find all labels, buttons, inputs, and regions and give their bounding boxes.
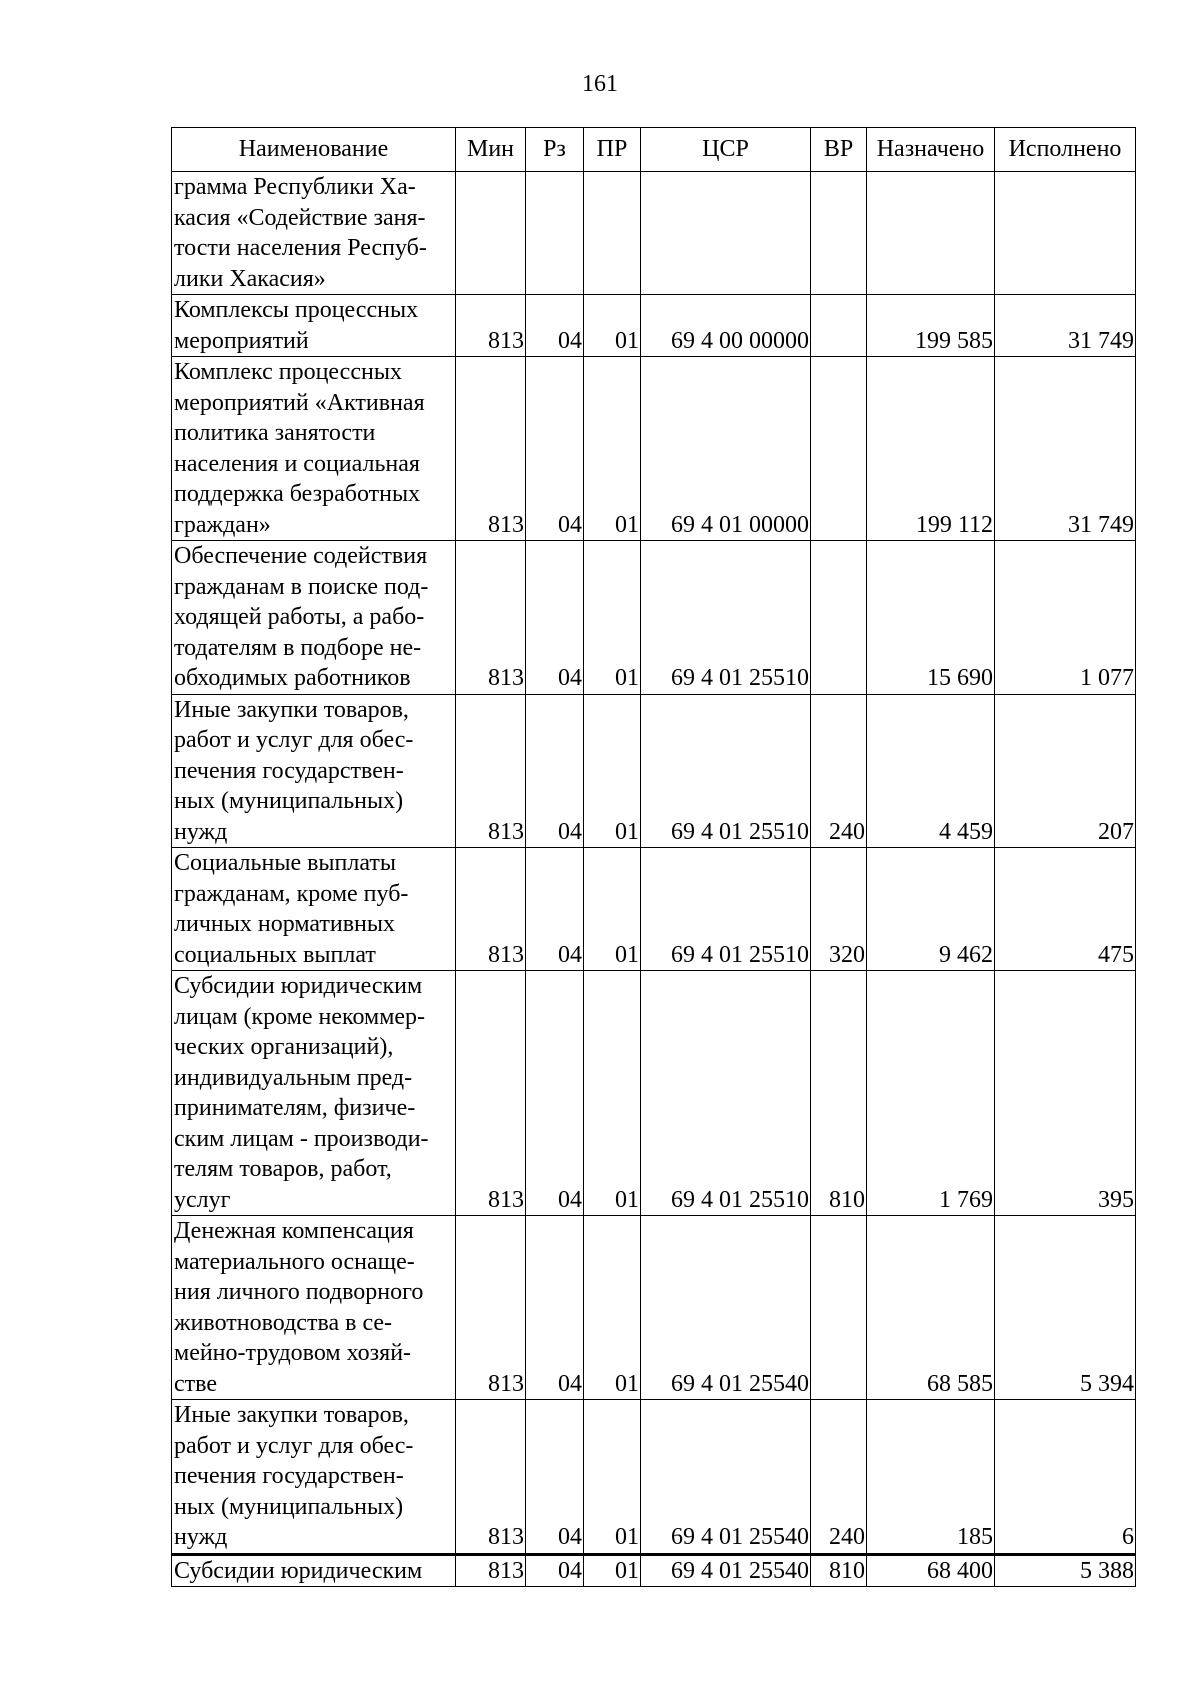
row-name-line: Социальные выплаты xyxy=(174,850,397,876)
row-name-line: поддержка безработных xyxy=(174,481,421,507)
row-min-cell: 813 xyxy=(456,357,526,541)
row-name-line: лицам (кроме некоммер- xyxy=(174,1003,426,1030)
row-pr-cell: 01 xyxy=(584,971,641,1216)
row-vr-cell xyxy=(811,1216,867,1400)
table-row xyxy=(172,848,1136,971)
row-min-cell: 813 xyxy=(456,1216,526,1400)
row-vr-cell: 240 xyxy=(811,1400,867,1555)
table-row xyxy=(172,172,1136,295)
row-name-cell xyxy=(172,541,456,695)
table-row xyxy=(172,1400,1136,1555)
row-executed-cell: 5 388 xyxy=(995,1554,1136,1587)
row-name-cell xyxy=(172,1216,456,1400)
row-assigned-cell: 68 585 xyxy=(867,1216,995,1400)
row-min-cell: 813 xyxy=(456,1554,526,1587)
row-name-line: услуг xyxy=(174,1186,231,1213)
table-row xyxy=(172,1216,1136,1400)
row-pr-cell xyxy=(584,172,641,295)
row-csr-cell: 69 4 01 00000 xyxy=(641,357,811,541)
row-name-cell xyxy=(172,971,456,1216)
row-pr-cell: 01 xyxy=(584,1400,641,1555)
row-vr-cell: 320 xyxy=(811,848,867,971)
header-executed: Исполнено xyxy=(995,128,1136,172)
row-name-line: тости населения Респуб- xyxy=(174,235,427,261)
row-assigned-cell: 1 769 xyxy=(867,971,995,1216)
row-name-line: тодателям в подборе не- xyxy=(174,634,422,661)
row-executed-cell: 207 xyxy=(995,694,1136,848)
row-name-cell xyxy=(172,172,456,295)
row-executed-cell: 5 394 xyxy=(995,1216,1136,1400)
row-executed-cell: 395 xyxy=(995,971,1136,1216)
row-name-line: мероприятий «Активная xyxy=(174,389,425,416)
row-csr-cell: 69 4 01 25510 xyxy=(641,541,811,695)
row-csr-cell: 69 4 01 25510 xyxy=(641,848,811,971)
table-row xyxy=(172,1554,1136,1587)
row-csr-cell: 69 4 01 25540 xyxy=(641,1554,811,1587)
row-name-line: животноводства в се- xyxy=(174,1309,393,1336)
row-min-cell: 813 xyxy=(456,971,526,1216)
row-name-line: ским лицам - производи- xyxy=(174,1125,429,1152)
row-vr-cell xyxy=(811,172,867,295)
row-rz-cell: 04 xyxy=(526,971,584,1216)
row-name-line: ходящей работы, а рабо- xyxy=(174,604,425,630)
row-name-line: нужд xyxy=(174,1524,228,1550)
row-name-cell xyxy=(172,1400,456,1555)
row-name-cell xyxy=(172,357,456,541)
row-name-line: граждан» xyxy=(174,511,271,538)
row-assigned-cell: 4 459 xyxy=(867,694,995,848)
table-row xyxy=(172,971,1136,1216)
row-pr-cell: 01 xyxy=(584,848,641,971)
row-executed-cell xyxy=(995,172,1136,295)
row-executed-cell: 1 077 xyxy=(995,541,1136,695)
row-rz-cell: 04 xyxy=(526,694,584,848)
row-min-cell: 813 xyxy=(456,295,526,357)
row-assigned-cell: 199 585 xyxy=(867,295,995,357)
row-assigned-cell: 15 690 xyxy=(867,541,995,695)
row-name-line: нужд xyxy=(174,818,228,845)
row-name-line: ния личного подворного xyxy=(174,1279,424,1305)
row-name-line: населения и социальная xyxy=(174,450,420,477)
row-rz-cell: 04 xyxy=(526,1400,584,1555)
row-vr-cell xyxy=(811,541,867,695)
row-name-cell xyxy=(172,848,456,971)
row-name-line: Субсидии юридическим xyxy=(174,973,423,999)
table-row xyxy=(172,295,1136,357)
row-name-line: гражданам в поиске под- xyxy=(174,573,429,600)
table-body xyxy=(172,172,1136,1587)
row-pr-cell: 01 xyxy=(584,357,641,541)
table-header-row xyxy=(172,128,1136,172)
row-pr-cell: 01 xyxy=(584,541,641,695)
row-csr-cell xyxy=(641,172,811,295)
row-executed-cell: 475 xyxy=(995,848,1136,971)
page-number: 161 xyxy=(582,71,618,97)
header-pr: ПР xyxy=(584,128,641,172)
row-name-line: обходимых работников xyxy=(174,665,411,691)
row-rz-cell: 04 xyxy=(526,1216,584,1400)
row-name-line: мейно-трудовом хозяй- xyxy=(174,1340,412,1366)
row-name-line: Иные закупки товаров, xyxy=(174,696,409,723)
budget-table xyxy=(171,127,1136,1587)
row-rz-cell: 04 xyxy=(526,541,584,695)
row-name-line: работ и услуг для обес- xyxy=(174,1432,414,1459)
table-row xyxy=(172,541,1136,695)
row-min-cell: 813 xyxy=(456,694,526,848)
row-name-line: касия «Содействие заня- xyxy=(174,204,426,231)
row-rz-cell xyxy=(526,172,584,295)
row-name-line: Иные закупки товаров, xyxy=(174,1402,409,1428)
row-name-line: принимателям, физиче- xyxy=(174,1095,416,1121)
row-pr-cell: 01 xyxy=(584,694,641,848)
row-name-line: лики Хакасия» xyxy=(174,265,326,292)
row-vr-cell: 240 xyxy=(811,694,867,848)
row-executed-cell: 31 749 xyxy=(995,295,1136,357)
row-assigned-cell xyxy=(867,172,995,295)
row-name-line: гражданам, кроме пуб- xyxy=(174,880,409,907)
row-rz-cell: 04 xyxy=(526,1554,584,1587)
row-executed-cell: 6 xyxy=(995,1400,1136,1555)
row-name-cell xyxy=(172,694,456,848)
row-name-line: ных (муниципальных) xyxy=(174,788,404,814)
row-rz-cell: 04 xyxy=(526,357,584,541)
row-pr-cell: 01 xyxy=(584,1554,641,1587)
row-name-line: Обеспечение содействия xyxy=(174,543,428,569)
row-min-cell: 813 xyxy=(456,541,526,695)
row-min-cell: 813 xyxy=(456,848,526,971)
table-row xyxy=(172,357,1136,541)
row-assigned-cell: 185 xyxy=(867,1400,995,1555)
row-name-line: мероприятий xyxy=(174,327,309,354)
row-name-line: печения государствен- xyxy=(174,1463,404,1489)
row-name-line: Комплекс процессных xyxy=(174,359,402,385)
row-csr-cell: 69 4 00 00000 xyxy=(641,295,811,357)
row-min-cell: 813 xyxy=(456,1400,526,1555)
header-name: Наименование xyxy=(172,128,456,172)
row-vr-cell xyxy=(811,357,867,541)
row-name-line: стве xyxy=(174,1370,217,1397)
row-csr-cell: 69 4 01 25540 xyxy=(641,1216,811,1400)
row-name-line: телям товаров, работ, xyxy=(174,1156,392,1182)
row-assigned-cell: 9 462 xyxy=(867,848,995,971)
header-assigned: Назначено xyxy=(867,128,995,172)
row-pr-cell: 01 xyxy=(584,1216,641,1400)
row-name-line: материального оснаще- xyxy=(174,1248,415,1275)
row-assigned-cell: 68 400 xyxy=(867,1554,995,1587)
row-name-line: ческих организаций), xyxy=(174,1034,394,1060)
row-name-line: индивидуальным пред- xyxy=(174,1064,413,1091)
header-rz: Рз xyxy=(526,128,584,172)
row-min-cell xyxy=(456,172,526,295)
header-vr: ВР xyxy=(811,128,867,172)
row-name-line: печения государствен- xyxy=(174,757,404,784)
row-assigned-cell: 199 112 xyxy=(867,357,995,541)
row-name-line: грамма Республики Ха- xyxy=(174,174,416,200)
row-csr-cell: 69 4 01 25540 xyxy=(641,1400,811,1555)
row-name-line: ных (муниципальных) xyxy=(174,1493,404,1520)
row-executed-cell: 31 749 xyxy=(995,357,1136,541)
row-name-line: Денежная компенсация xyxy=(174,1218,414,1244)
row-name-line: Комплексы процессных xyxy=(174,297,419,323)
row-csr-cell: 69 4 01 25510 xyxy=(641,971,811,1216)
row-name-cell xyxy=(172,1554,456,1587)
row-vr-cell xyxy=(811,295,867,357)
row-rz-cell: 04 xyxy=(526,848,584,971)
table-row xyxy=(172,694,1136,848)
row-rz-cell: 04 xyxy=(526,295,584,357)
row-name-line: Субсидии юридическим xyxy=(174,1557,423,1584)
row-name-cell xyxy=(172,295,456,357)
row-name-line: социальных выплат xyxy=(174,941,376,968)
header-csr: ЦСР xyxy=(641,128,811,172)
row-vr-cell: 810 xyxy=(811,1554,867,1587)
header-min: Мин xyxy=(456,128,526,172)
row-csr-cell: 69 4 01 25510 xyxy=(641,694,811,848)
row-name-line: работ и услуг для обес- xyxy=(174,727,414,753)
row-pr-cell: 01 xyxy=(584,295,641,357)
row-name-line: политика занятости xyxy=(174,420,376,446)
row-name-line: личных нормативных xyxy=(174,911,396,937)
row-vr-cell: 810 xyxy=(811,971,867,1216)
